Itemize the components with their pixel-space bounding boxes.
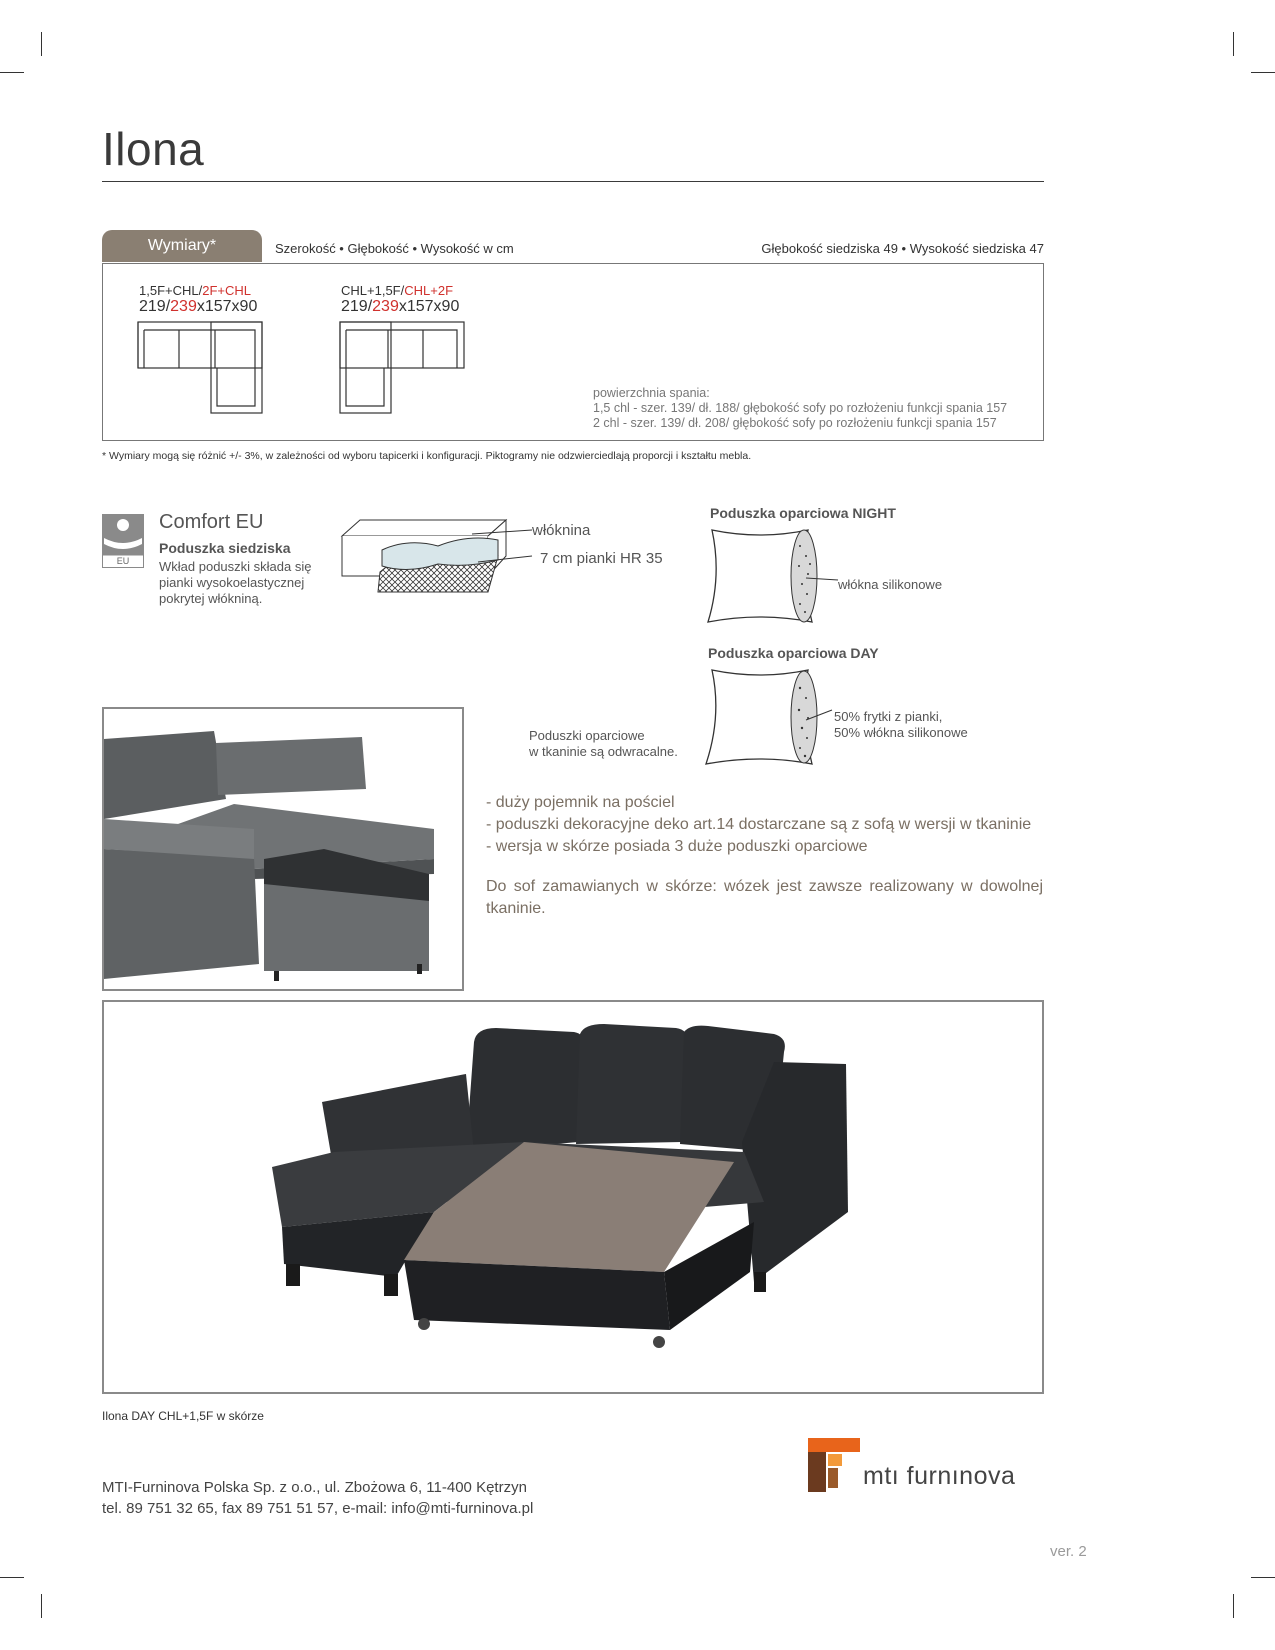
crop-mark — [41, 32, 42, 56]
crop-mark — [1233, 32, 1234, 56]
config-2-label: CHL+1,5F/CHL+2F — [341, 283, 454, 298]
night-pillow-illustration — [700, 526, 840, 630]
crop-mark — [1251, 72, 1275, 73]
crop-mark — [0, 72, 24, 73]
config-1-label: 1,5F+CHL/2F+CHL — [139, 283, 252, 298]
logo-mark-icon — [808, 1438, 860, 1494]
day-pillow-fill: 50% frytki z pianki, 50% włókna silikonowe — [834, 709, 968, 740]
feature-item: - poduszki dekoracyjne deko art.14 dostarczane są z sofą w wersji w tkaninie — [486, 816, 1032, 833]
feature-item: - duży pojemnik na pościel — [486, 794, 675, 811]
company-logo — [808, 1438, 1048, 1494]
leather-note: Do sof zamawianych w skórze: wózek jest zawsze realizowany w dowolnej tkaninie. — [486, 878, 1043, 917]
sleeping-area-info: powierzchnia spania: 1,5 chl - szer. 139/ dł. 188/ głębokość sofy po rozłożeniu funkcji spania 157 2 chl - szer. 139/ dł. 208/ głębokość sofy po rozłożeniu funkcji spania 157 — [593, 386, 1008, 430]
crop-mark — [41, 1594, 42, 1618]
day-pillow-illustration — [700, 666, 840, 772]
photo-caption: Ilona DAY CHL+1,5F w skórze — [102, 1409, 264, 1423]
seat-cushion-heading: Poduszka siedziska — [159, 540, 291, 556]
dimensions-tab: Wymiary* — [102, 230, 262, 262]
crop-mark — [1251, 1577, 1275, 1578]
layer-label-fiber: włóknina — [532, 522, 591, 539]
features-list — [486, 792, 1031, 858]
config-2-size: 219/239x157x90 — [341, 298, 460, 315]
fabric-sofa-detail-photo — [102, 707, 464, 991]
leather-sofa-illustration — [104, 1002, 1042, 1392]
config-2-pictogram — [339, 320, 467, 415]
version-label: ver. 2 — [1050, 1543, 1087, 1560]
comfort-eu-icon-label: EU — [116, 556, 130, 566]
leather-sofa-photo — [102, 1000, 1044, 1394]
crop-mark — [1233, 1594, 1234, 1618]
company-contact: MTI-Furninova Polska Sp. z o.o., ul. Zbożowa 6, 11-400 Kętrzyn tel. 89 751 32 65, fax 89 751 51 57, e-mail: info@mti-furninova.pl — [102, 1479, 534, 1517]
reversible-pillows-note: Poduszki oparciowe w tkaninie są odwracalne. — [529, 728, 678, 759]
dimensions-subtitle: Szerokość • Głębokość • Wysokość w cm — [275, 241, 514, 256]
night-pillow-fill: włókna silikonowe — [838, 577, 943, 592]
seat-info: Głębokość siedziska 49 • Wysokość siedziska 47 — [761, 241, 1044, 256]
comfort-title: Comfort EU — [159, 511, 264, 533]
title-divider — [102, 181, 1044, 182]
config-1-size: 219/239x157x90 — [139, 298, 258, 315]
config-1-pictogram — [137, 320, 265, 415]
crop-mark — [0, 1577, 24, 1578]
logo-text: mtı furnınova — [863, 1462, 1016, 1490]
day-pillow-heading: Poduszka oparciowa DAY — [708, 645, 879, 661]
night-pillow-heading: Poduszka oparciowa NIGHT — [710, 505, 896, 521]
seat-cushion-description: Wkład poduszki składa się pianki wysokoelastycznej pokrytej włókniną. — [159, 559, 312, 606]
fabric-sofa-illustration — [104, 709, 462, 989]
layer-label-foam: 7 cm pianki HR 35 — [540, 550, 663, 567]
page-title: Ilona — [102, 123, 205, 175]
layer-leader-lines — [470, 522, 540, 572]
dimensions-note: * Wymiary mogą się różnić +/- 3%, w zależności od wyboru tapicerki i konfiguracji. Piktogramy nie odzwierciedlają proporcji i kształtu mebla. — [102, 450, 752, 462]
feature-item: - wersja w skórze posiada 3 duże poduszki oparciowe — [486, 838, 868, 855]
